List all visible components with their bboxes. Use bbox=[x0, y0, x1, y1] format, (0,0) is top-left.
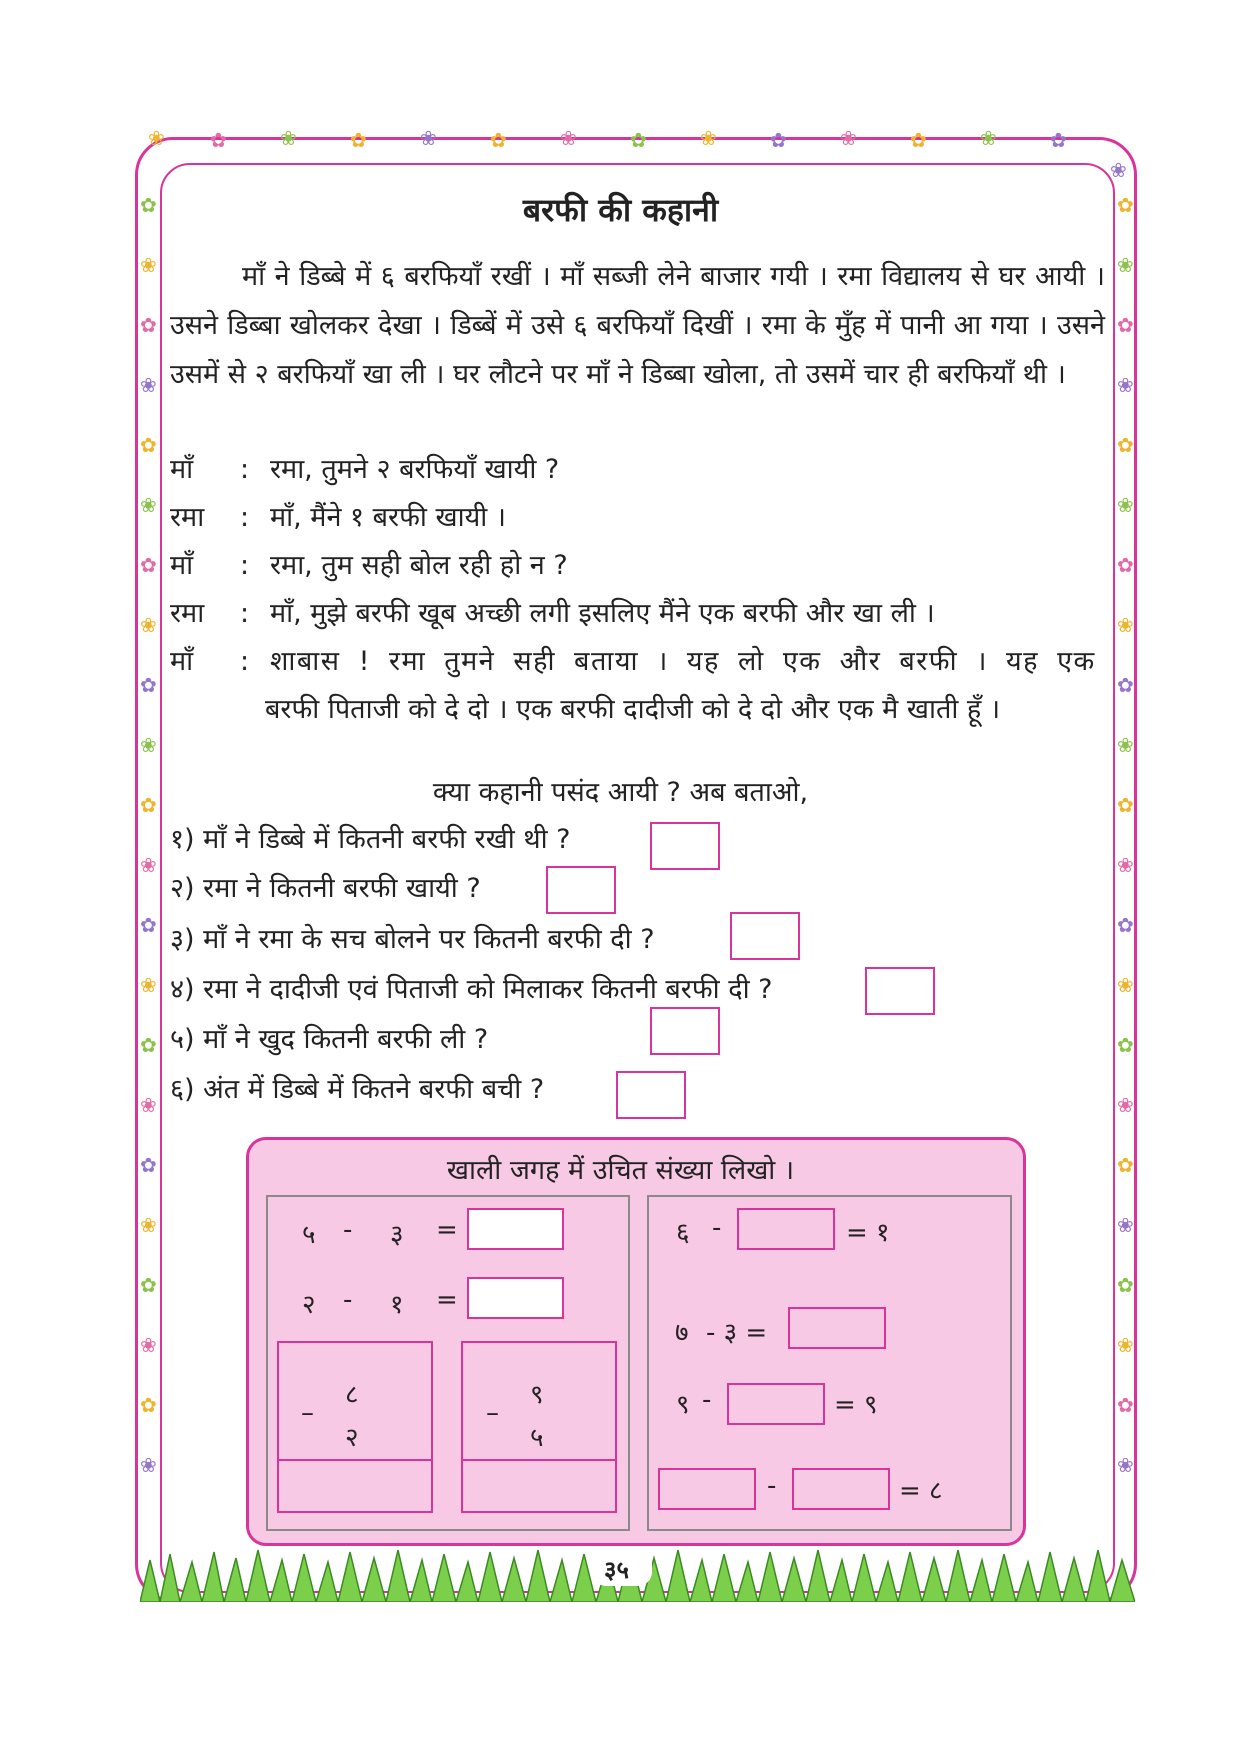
subtrahend: ५ bbox=[530, 1423, 544, 1453]
butterfly-icon: ✿ bbox=[1050, 128, 1067, 152]
fill-box[interactable] bbox=[737, 1208, 835, 1250]
butterfly-icon: ❀ bbox=[140, 853, 157, 877]
butterfly-icon: ✿ bbox=[770, 128, 787, 152]
butterfly-icon: ✿ bbox=[140, 1273, 157, 1297]
colon: : bbox=[240, 598, 250, 629]
questions-heading: क्या कहानी पसंद आयी ? अब बताओ, bbox=[432, 777, 809, 808]
speaker: माँ bbox=[170, 646, 194, 677]
butterfly-icon: ✿ bbox=[140, 313, 157, 337]
fill-box[interactable] bbox=[727, 1383, 825, 1425]
butterfly-icon: ❀ bbox=[148, 126, 165, 150]
answer-box-2[interactable] bbox=[546, 866, 616, 914]
colon: : bbox=[240, 454, 250, 485]
butterfly-icon: ❀ bbox=[140, 613, 157, 637]
eq-number: ५ bbox=[302, 1220, 316, 1250]
answer-cell[interactable] bbox=[279, 1461, 431, 1511]
colon: : bbox=[240, 550, 250, 581]
dialogue-text: रमा, तुमने २ बरफियाँ खायी ? bbox=[270, 454, 560, 485]
butterfly-icon: ✿ bbox=[140, 433, 157, 457]
butterfly-icon: ✿ bbox=[1117, 913, 1134, 937]
butterfly-icon: ✿ bbox=[1117, 313, 1134, 337]
eq-operator: - bbox=[343, 1285, 353, 1315]
dialogue-line bbox=[170, 638, 1105, 686]
answer-box-3[interactable] bbox=[730, 912, 800, 960]
butterfly-icon: ✿ bbox=[1117, 433, 1134, 457]
butterfly-icon: ❀ bbox=[700, 126, 717, 150]
butterfly-icon: ✿ bbox=[1117, 1273, 1134, 1297]
butterfly-icon: ❀ bbox=[140, 1093, 157, 1117]
question-2: २) रमा ने कितनी बरफी खायी ? bbox=[170, 873, 481, 904]
butterfly-icon: ✿ bbox=[630, 128, 647, 152]
fill-box[interactable] bbox=[467, 1277, 564, 1319]
dialogue-line bbox=[170, 590, 935, 638]
butterfly-icon: ✿ bbox=[490, 128, 507, 152]
butterfly-icon: ✿ bbox=[1117, 1393, 1134, 1417]
minus-sign: – bbox=[486, 1398, 499, 1428]
speaker: रमा bbox=[170, 502, 205, 533]
answer-box-1[interactable] bbox=[650, 822, 720, 870]
butterfly-icon: ❀ bbox=[1117, 1213, 1134, 1237]
butterfly-icon: ✿ bbox=[1117, 1153, 1134, 1177]
butterfly-icon: ❀ bbox=[560, 126, 577, 150]
butterfly-icon: ✿ bbox=[140, 913, 157, 937]
butterfly-icon: ❀ bbox=[1117, 973, 1134, 997]
answer-cell[interactable] bbox=[463, 1461, 615, 1511]
question-6: ६) अंत में डिब्बे में कितने बरफी बची ? bbox=[170, 1074, 545, 1105]
answer-box-5[interactable] bbox=[650, 1007, 720, 1055]
butterfly-icon: ✿ bbox=[140, 793, 157, 817]
butterfly-icon: ❀ bbox=[140, 973, 157, 997]
butterfly-icon: ✿ bbox=[140, 193, 157, 217]
butterfly-icon: ❀ bbox=[1117, 1093, 1134, 1117]
butterfly-icon: ✿ bbox=[350, 128, 367, 152]
butterfly-icon: ✿ bbox=[140, 1033, 157, 1057]
colon: : bbox=[240, 646, 250, 677]
answer-box-4[interactable] bbox=[865, 967, 935, 1015]
dialogue-text: माँ, मुझे बरफी खूब अच्छी लगी इसलिए मैंने एक बरफी और खा ली । bbox=[270, 598, 935, 629]
butterfly-icon: ✿ bbox=[1117, 553, 1134, 577]
butterfly-icon: ❀ bbox=[1117, 853, 1134, 877]
eq-operator: - bbox=[767, 1471, 777, 1501]
eq-result: = १ bbox=[846, 1218, 890, 1248]
eq-operator: - ३ = bbox=[706, 1318, 768, 1348]
eq-equals: = bbox=[436, 1285, 458, 1315]
page-number: ३५ bbox=[604, 1556, 629, 1584]
exercise-title: खाली जगह में उचित संख्या लिखो । bbox=[446, 1155, 795, 1186]
eq-result: = ८ bbox=[899, 1476, 943, 1506]
colon: : bbox=[240, 502, 250, 533]
butterfly-icon: ✿ bbox=[1117, 673, 1134, 697]
dialogue-continuation: बरफी पिताजी को दे दो । एक बरफी दादीजी को दे दो और एक मै खाती हूँ । bbox=[265, 694, 1001, 725]
dialogue-line bbox=[170, 542, 568, 590]
butterfly-icon: ❀ bbox=[420, 126, 437, 150]
butterfly-icon: ❀ bbox=[140, 253, 157, 277]
minuend: ८ bbox=[345, 1380, 359, 1410]
eq-result: = ९ bbox=[834, 1390, 878, 1420]
question-5: ५) माँ ने खुद कितनी बरफी ली ? bbox=[170, 1024, 489, 1055]
butterfly-icon: ❀ bbox=[980, 126, 997, 150]
minus-sign: – bbox=[301, 1398, 314, 1428]
butterfly-icon: ✿ bbox=[910, 128, 927, 152]
butterfly-icon: ✿ bbox=[140, 1153, 157, 1177]
speaker: माँ bbox=[170, 454, 194, 485]
eq-number: २ bbox=[302, 1290, 316, 1320]
butterfly-icon: ❀ bbox=[840, 126, 857, 150]
butterfly-icon: ❀ bbox=[140, 1213, 157, 1237]
dialogue-text: माँ, मैंने १ बरफी खायी । bbox=[270, 502, 507, 533]
butterfly-icon: ✿ bbox=[1117, 1033, 1134, 1057]
question-1: १) माँ ने डिब्बे में कितनी बरफी रखी थी ? bbox=[170, 824, 571, 855]
butterfly-icon: ❀ bbox=[1117, 1333, 1134, 1357]
fill-box[interactable] bbox=[788, 1307, 886, 1349]
dialogue-text: रमा, तुम सही बोल रही हो न ? bbox=[270, 550, 568, 581]
subtrahend: २ bbox=[345, 1423, 359, 1453]
question-4: ४) रमा ने दादीजी एवं पिताजी को मिलाकर कितनी बरफी दी ? bbox=[170, 974, 773, 1005]
eq-operator: - bbox=[702, 1385, 712, 1415]
answer-box-6[interactable] bbox=[616, 1071, 686, 1119]
butterfly-icon: ✿ bbox=[140, 1393, 157, 1417]
butterfly-icon: ❀ bbox=[1117, 1453, 1134, 1477]
butterfly-icon: ❀ bbox=[140, 493, 157, 517]
butterfly-icon: ❀ bbox=[1117, 733, 1134, 757]
dialogue-line bbox=[170, 446, 559, 494]
eq-operator: - bbox=[712, 1213, 722, 1243]
eq-number: ९ bbox=[676, 1390, 690, 1420]
story-paragraph: माँ ने डिब्बे में ६ बरफियाँ रखीं । माँ सब्जी लेने बाजार गयी । रमा विद्यालय से घर आयी । उसने डिब्बा खोलकर देखा । डिब्बें में उसे ६ बरफियाँ दिखीं । रमा के मुँह में पानी आ गया । उसने उसमें से २ बरफियाँ खा ली । घर लौटने पर माँ ने डिब्बा खोला, तो उसमें चार ही बरफियाँ थी । bbox=[170, 261, 1105, 390]
butterfly-icon: ✿ bbox=[1117, 793, 1134, 817]
butterfly-icon: ❀ bbox=[140, 1333, 157, 1357]
dialogue-text: शाबास ! रमा तुमने सही बताया । यह लो एक और बरफी । यह एक bbox=[270, 646, 1096, 677]
butterfly-icon: ❀ bbox=[140, 733, 157, 757]
butterfly-icon: ✿ bbox=[210, 128, 227, 152]
eq-number: १ bbox=[390, 1290, 404, 1320]
butterfly-icon: ✿ bbox=[1117, 193, 1134, 217]
eq-operator: - bbox=[343, 1215, 353, 1245]
fill-box[interactable] bbox=[467, 1208, 564, 1250]
eq-number: ७ bbox=[675, 1318, 689, 1348]
eq-number: ३ bbox=[390, 1220, 404, 1250]
fill-box[interactable] bbox=[792, 1468, 890, 1510]
eq-number: ६ bbox=[676, 1218, 690, 1248]
eq-equals: = bbox=[436, 1215, 458, 1245]
minuend: ९ bbox=[530, 1380, 544, 1410]
page-title: बरफी की कहानी bbox=[522, 191, 719, 229]
speaker: रमा bbox=[170, 598, 205, 629]
butterfly-icon: ❀ bbox=[140, 1453, 157, 1477]
butterfly-icon: ❀ bbox=[280, 126, 297, 150]
dialogue-line bbox=[170, 494, 506, 542]
butterfly-icon: ❀ bbox=[1117, 613, 1134, 637]
butterfly-icon: ✿ bbox=[140, 553, 157, 577]
fill-box[interactable] bbox=[658, 1468, 756, 1510]
question-3: ३) माँ ने रमा के सच बोलने पर कितनी बरफी दी ? bbox=[170, 924, 655, 955]
butterfly-icon: ❀ bbox=[1110, 158, 1127, 182]
butterfly-icon: ❀ bbox=[1117, 493, 1134, 517]
butterfly-icon: ❀ bbox=[1117, 373, 1134, 397]
butterfly-icon: ❀ bbox=[140, 373, 157, 397]
butterfly-icon: ❀ bbox=[1117, 253, 1134, 277]
butterfly-icon: ✿ bbox=[140, 673, 157, 697]
speaker: माँ bbox=[170, 550, 194, 581]
